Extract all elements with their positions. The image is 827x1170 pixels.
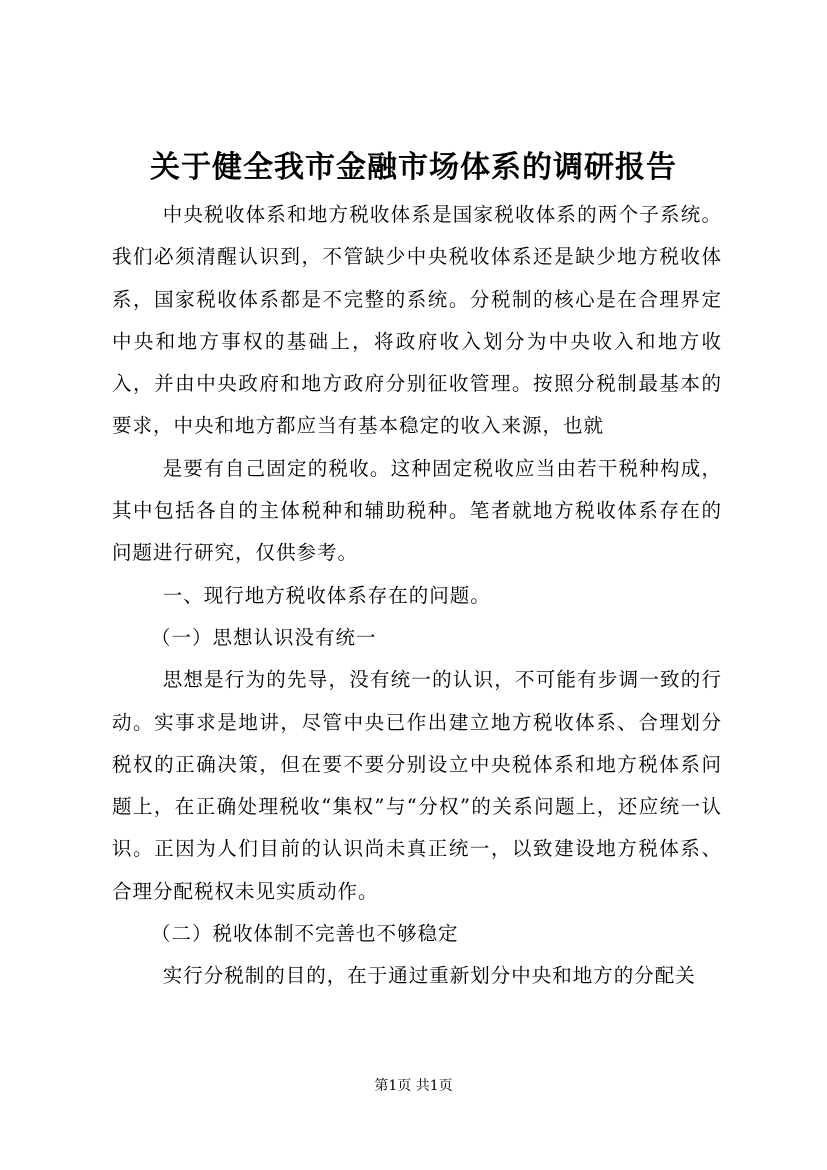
subsection-heading-1: （一）思想认识没有统一 (151, 625, 377, 649)
page-footer: 第1页 共1页 (374, 1078, 453, 1094)
paragraph-thought: 思想是行为的先导，没有统一的认识，不可能有步调一致的行动。实事求是地讲，尽管中央已作出建立地方税收体系、合理划分税权的正确决策，但在要不要分别设立中央税体系和地方税体系问题上，在正确处理税收“集权”与“分权”的关系问题上，还应统一认识。正因为人们目前的认识尚未真正统一，以致建设地方税体系、合理分配税权未见实质动作。 (112, 668, 722, 903)
paragraph-purpose: 实行分税制的目的，在于通过重新划分中央和地方的分配关 (162, 964, 696, 988)
document-body (112, 194, 722, 998)
document-title: 关于健全我市金融市场体系的调研报告 (150, 150, 677, 185)
subsection-heading-2: （二）税收体制不完善也不够稳定 (151, 922, 459, 946)
paragraph-continuation: 是要有自己固定的税收。这种固定税收应当由若干税种构成，其中包括各自的主体税种和辅助税种。笔者就地方税收体系存在的问题进行研究，仅供参考。 (112, 456, 722, 565)
section-heading-1: 一、现行地方税收体系存在的问题。 (162, 583, 491, 607)
paragraph-intro: 中央税收体系和地方税收体系是国家税收体系的两个子系统。我们必须清醒认识到，不管缺少中央税收体系还是缺少地方税收体系，国家税收体系都是不完整的系统。分税制的核心是在合理界定中央和地方事权的基础上，将政府收入划分为中央收入和地方收入，并由中央政府和地方政府分别征收管理。按照分税制最基本的要求，中央和地方都应当有基本稳定的收入来源，也就 (112, 203, 722, 438)
